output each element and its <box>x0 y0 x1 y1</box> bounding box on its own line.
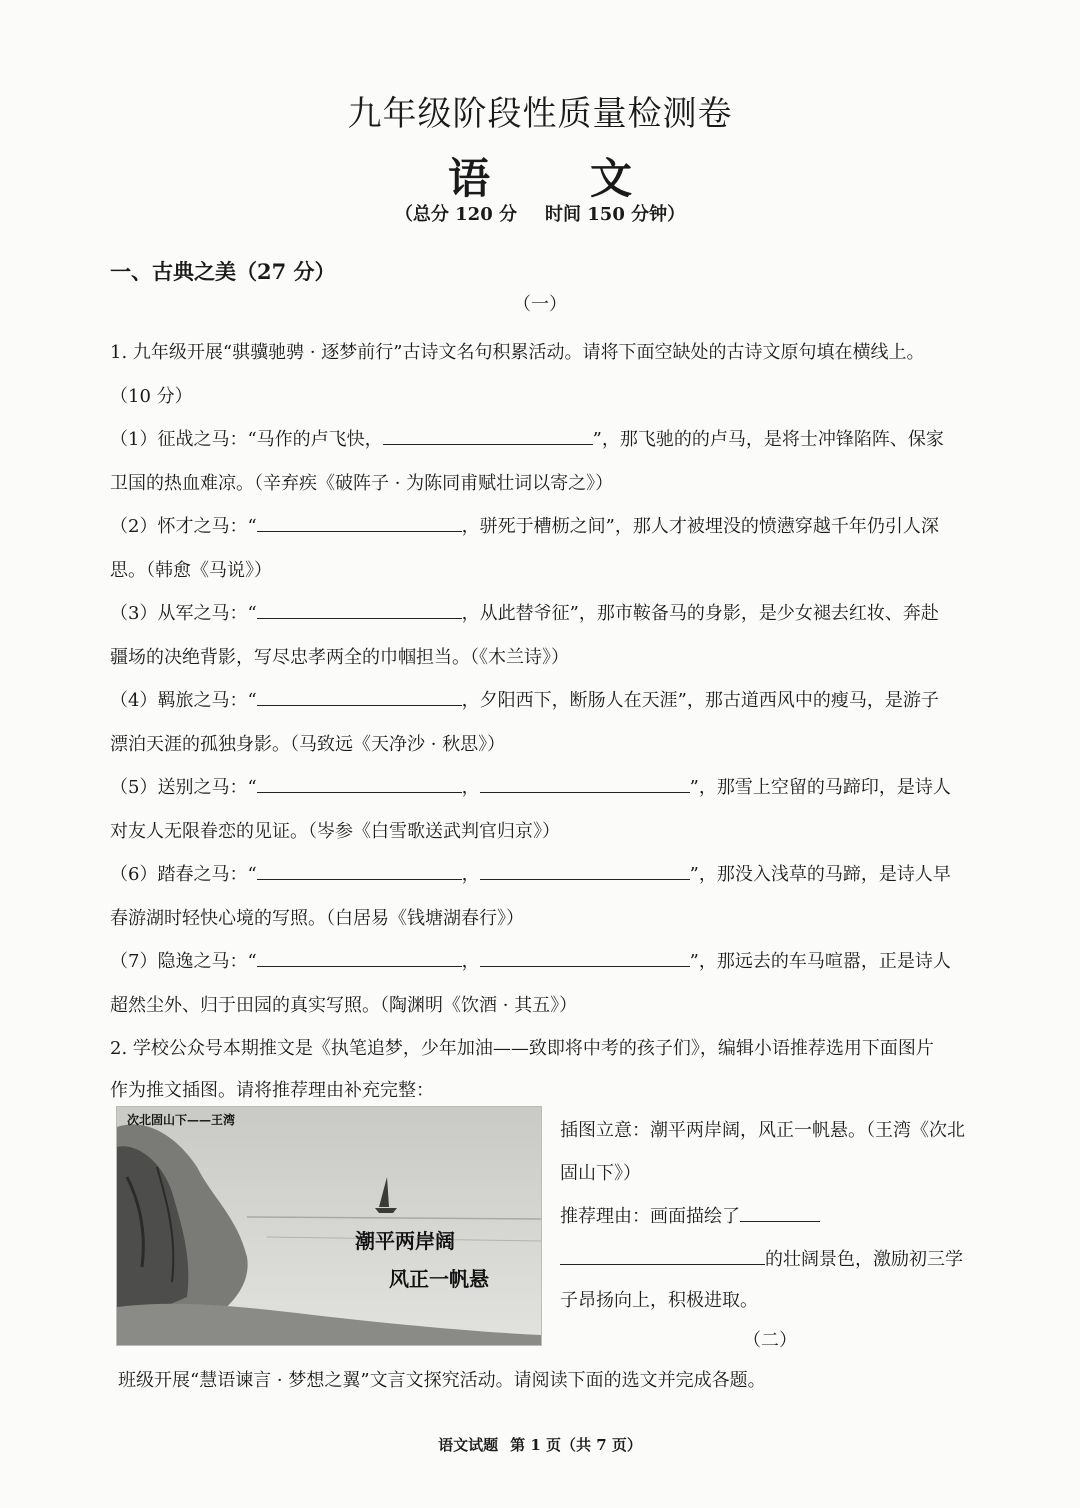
q1-item-7-line-2: 超然尘外、归于田园的真实写照。（陶渊明《饮酒 · 其五》） <box>110 995 578 1016</box>
q2-intro-2: 作为推文插图。请将推荐理由补充完整： <box>110 1080 434 1101</box>
subject-char-1: 语 <box>447 154 490 203</box>
illustration-idea-line-1: 插图立意：潮平两岸阔，风正一帆悬。（王湾《次北 <box>560 1120 965 1141</box>
recommend-reason-line-3: 子昂扬向上，积极进取。 <box>560 1290 758 1311</box>
answer-blank[interactable] <box>257 863 462 880</box>
q1-item-5-line-1: （5）送别之马：“ ， ”，那雪上空留的马蹄印，是诗人 <box>110 777 951 798</box>
q1-item-3-line-2: 疆场的决绝背影，写尽忠孝两全的巾帼担当。（《木兰诗》） <box>110 647 569 668</box>
q1-item-2-line-1: （2）怀才之马：“ ，骈死于槽枥之间”，那人才被埋没的愤懑穿越千年仍引人深 <box>110 516 939 537</box>
exam-title: 九年级阶段性质量检测卷 <box>347 94 733 134</box>
answer-blank[interactable] <box>383 428 593 445</box>
q1-item-7-line-1: （7）隐逸之马：“ ， ”，那远去的车马喧嚣，正是诗人 <box>110 951 951 972</box>
answer-blank[interactable] <box>480 863 690 880</box>
poem-illustration <box>116 1106 542 1346</box>
answer-blank[interactable] <box>560 1248 765 1265</box>
q1-item-6-line-1: （6）踏春之马：“ ， ”，那没入浅草的马蹄，是诗人早 <box>110 864 951 885</box>
q2-intro: 2. 学校公众号本期推文是《执笔追梦，少年加油——致即将中考的孩子们》，编辑小语推荐选用下面图片 <box>110 1038 934 1059</box>
q1-item-3-line-1: （3）从军之马：“ ，从此替爷征”，那市鞍备马的身影，是少女褪去红妆、奔赴 <box>110 603 939 624</box>
total-score: （总分 120 分 <box>394 204 517 225</box>
q1-item-5-line-2: 对友人无限眷恋的见证。（岑参《白雪歌送武判官归京》） <box>110 821 560 842</box>
q1-item-2-line-2: 思。（韩愈《马说》） <box>110 560 272 581</box>
q1-item-1-line-2: 卫国的热血难凉。（辛弃疾《破阵子 · 为陈同甫赋壮词以寄之》） <box>110 473 614 494</box>
answer-blank[interactable] <box>257 689 462 706</box>
answer-blank[interactable] <box>480 950 690 967</box>
illustration-caption: 次北固山下——王湾 <box>127 1113 236 1127</box>
recommend-reason-line-1: 推荐理由：画面描绘了 <box>560 1202 990 1228</box>
footer-page-number: 第 1 页（共 7 页） <box>510 1436 642 1454</box>
q1-item-4-line-2: 漂泊天涯的孤独身影。（马致远《天净沙 · 秋思》） <box>110 734 506 755</box>
q1-item-6-line-2: 春游湖时轻快心境的写照。（白居易《钱塘湖春行》） <box>110 908 524 929</box>
subject-char-2: 文 <box>590 154 633 203</box>
part-two-label: （二） <box>743 1330 797 1351</box>
exam-time: 时间 150 分钟） <box>545 204 686 225</box>
illustration-poem-line-1: 潮平两岸阔 <box>355 1229 455 1253</box>
answer-blank[interactable] <box>740 1205 820 1222</box>
q1-item-4-line-1: （4）羁旅之马：“ ，夕阳西下，断肠人在天涯”，那古道西风中的瘦马，是游子 <box>110 690 939 711</box>
answer-blank[interactable] <box>480 776 690 793</box>
q1-points: （10 分） <box>110 386 193 407</box>
q1-item-1-line-1: （1）征战之马：“马作的卢飞快， ”，那飞驰的的卢马，是将士冲锋陷阵、保家 <box>110 429 944 450</box>
q1-intro: 1. 九年级开展“骐骥驰骋 · 逐梦前行”古诗文名句积累活动。请将下面空缺处的古诗文原句填在横线上。 <box>110 342 925 363</box>
section-heading: 一、古典之美（27 分） <box>110 259 336 284</box>
score-time-info <box>0 200 1080 226</box>
answer-blank[interactable] <box>257 515 462 532</box>
answer-blank[interactable] <box>257 776 462 793</box>
illustration-idea-line-2: 固山下》） <box>560 1163 641 1184</box>
answer-blank[interactable] <box>257 950 462 967</box>
recommend-reason-line-2: 的壮阔景色，激励初三学 <box>560 1245 990 1271</box>
part-one-label: （一） <box>513 294 567 315</box>
page-footer <box>0 1434 1080 1455</box>
footer-subject: 语文试题 <box>438 1436 499 1454</box>
answer-blank[interactable] <box>257 602 462 619</box>
part-two-intro: 班级开展“慧语谏言 · 梦想之翼”文言文探究活动。请阅读下面的选文并完成各题。 <box>118 1370 766 1391</box>
subject-title <box>0 146 1080 206</box>
illustration-poem-line-2: 风正一帆悬 <box>389 1267 489 1291</box>
ink-painting <box>117 1107 541 1345</box>
